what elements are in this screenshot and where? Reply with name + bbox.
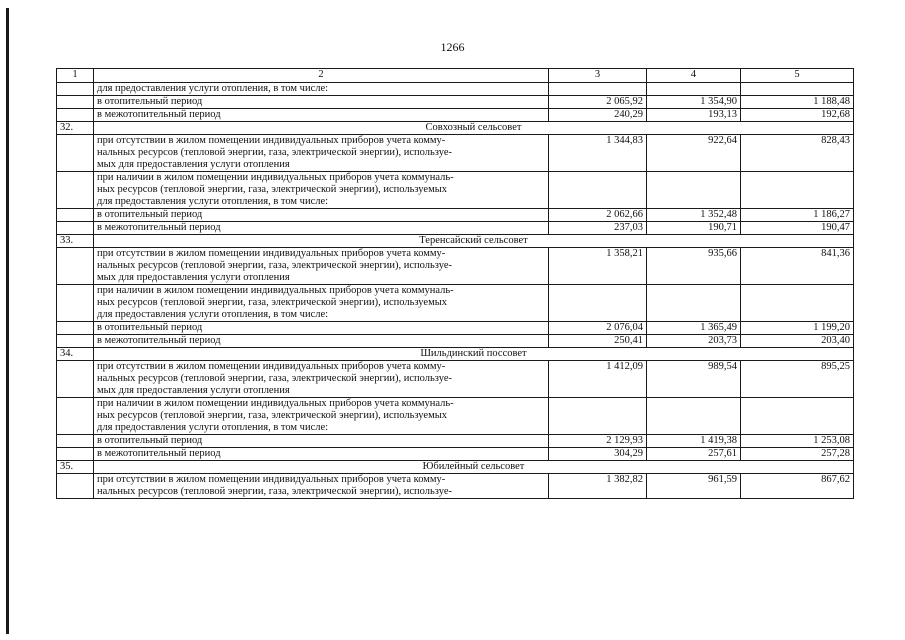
value-column-5: 1 199,20 (741, 322, 854, 335)
value-column-4: 203,73 (647, 335, 741, 348)
row-description (94, 435, 549, 448)
value-column-5 (741, 285, 854, 322)
row-number-cell (57, 209, 94, 222)
column-header-2: 2 (94, 69, 549, 83)
row-number-cell (57, 172, 94, 209)
column-header-5: 5 (741, 69, 854, 83)
value-column-5 (741, 398, 854, 435)
table-row (57, 435, 854, 448)
value-column-3: 1 382,82 (549, 474, 647, 499)
row-description (94, 209, 549, 222)
row-description (94, 135, 549, 172)
row-description (94, 448, 549, 461)
row-number-cell (57, 222, 94, 235)
row-description (94, 322, 549, 335)
value-column-3: 240,29 (549, 109, 647, 122)
description-line: при наличии в жилом помещении индивидуальных приборов учета коммуналь- (97, 172, 454, 183)
row-description (94, 248, 549, 285)
value-column-4 (647, 398, 741, 435)
column-header-3: 3 (549, 69, 647, 83)
value-column-4 (647, 172, 741, 209)
value-column-4: 193,13 (647, 109, 741, 122)
value-column-3: 2 065,92 (549, 96, 647, 109)
description-line: для предоставления услуги отопления, в том числе: (97, 196, 329, 207)
description-line: для предоставления услуги отопления, в том числе: (97, 83, 329, 94)
row-number-cell (57, 248, 94, 285)
row-number-cell (57, 448, 94, 461)
table-row (57, 209, 854, 222)
row-number-cell (57, 361, 94, 398)
table-row (57, 448, 854, 461)
value-column-3 (549, 172, 647, 209)
value-column-5: 190,47 (741, 222, 854, 235)
section-number: 34. (57, 348, 94, 361)
table-row (57, 361, 854, 398)
value-column-4: 961,59 (647, 474, 741, 499)
row-number-cell (57, 109, 94, 122)
value-column-5: 841,36 (741, 248, 854, 285)
description-line: ных ресурсов (тепловой энергии, газа, электрической энергии), используемых (97, 297, 448, 308)
table-row (57, 109, 854, 122)
row-description (94, 335, 549, 348)
description-line: при наличии в жилом помещении индивидуальных приборов учета коммуналь- (97, 285, 454, 296)
row-number-cell (57, 435, 94, 448)
column-header-1: 1 (57, 69, 94, 83)
row-number-cell (57, 96, 94, 109)
row-number-cell (57, 322, 94, 335)
description-line: нальных ресурсов (тепловой энергии, газа, электрической энергии), используе- (97, 147, 452, 158)
row-description (94, 109, 549, 122)
value-column-3 (549, 83, 647, 96)
header-row (57, 69, 854, 83)
value-column-3: 1 412,09 (549, 361, 647, 398)
table-row (57, 83, 854, 96)
description-line: в отопительный период (97, 209, 203, 220)
description-line: ных ресурсов (тепловой энергии, газа, электрической энергии), используемых (97, 184, 448, 195)
section-number: 33. (57, 235, 94, 248)
row-description (94, 172, 549, 209)
description-line: для предоставления услуги отопления, в том числе: (97, 309, 329, 320)
description-line: при отсутствии в жилом помещении индивидуальных приборов учета комму- (97, 361, 446, 372)
table-row (57, 398, 854, 435)
row-number-cell (57, 474, 94, 499)
value-column-3: 250,41 (549, 335, 647, 348)
description-line: мых для предоставления услуги отопления (97, 159, 290, 170)
value-column-4: 1 352,48 (647, 209, 741, 222)
table-row (57, 135, 854, 172)
section-row (57, 461, 854, 474)
value-column-5: 1 186,27 (741, 209, 854, 222)
tariff-table (56, 68, 854, 499)
description-line: при отсутствии в жилом помещении индивидуальных приборов учета комму- (97, 135, 446, 146)
table-row (57, 222, 854, 235)
value-column-4: 922,64 (647, 135, 741, 172)
description-line: в отопительный период (97, 96, 203, 107)
value-column-4: 935,66 (647, 248, 741, 285)
value-column-3: 2 062,66 (549, 209, 647, 222)
description-line: для предоставления услуги отопления, в том числе: (97, 422, 329, 433)
row-number-cell (57, 83, 94, 96)
value-column-3: 1 344,83 (549, 135, 647, 172)
value-column-5: 1 188,48 (741, 96, 854, 109)
value-column-4 (647, 285, 741, 322)
description-line: мых для предоставления услуги отопления (97, 385, 290, 396)
value-column-4: 257,61 (647, 448, 741, 461)
column-header-4: 4 (647, 69, 741, 83)
section-row (57, 235, 854, 248)
section-number: 32. (57, 122, 94, 135)
value-column-5 (741, 83, 854, 96)
value-column-4 (647, 83, 741, 96)
value-column-5: 203,40 (741, 335, 854, 348)
row-description (94, 361, 549, 398)
value-column-5: 1 253,08 (741, 435, 854, 448)
row-description (94, 285, 549, 322)
description-line: в межотопительный период (97, 109, 221, 120)
description-line: при отсутствии в жилом помещении индивидуальных приборов учета комму- (97, 248, 446, 259)
value-column-4: 1 365,49 (647, 322, 741, 335)
value-column-5: 828,43 (741, 135, 854, 172)
table-row (57, 285, 854, 322)
value-column-3: 1 358,21 (549, 248, 647, 285)
section-row (57, 348, 854, 361)
description-line: при наличии в жилом помещении индивидуальных приборов учета коммуналь- (97, 398, 454, 409)
section-title: Юбилейный сельсовет (94, 461, 854, 474)
value-column-4: 1 354,90 (647, 96, 741, 109)
table-body (57, 83, 854, 499)
scan-edge-bar (6, 8, 9, 634)
table-row (57, 474, 854, 499)
value-column-4: 1 419,38 (647, 435, 741, 448)
description-line: в отопительный период (97, 435, 203, 446)
row-number-cell (57, 285, 94, 322)
row-number-cell (57, 398, 94, 435)
value-column-5: 867,62 (741, 474, 854, 499)
description-line: мых для предоставления услуги отопления (97, 272, 290, 283)
value-column-3: 2 129,93 (549, 435, 647, 448)
table-row (57, 172, 854, 209)
description-line: нальных ресурсов (тепловой энергии, газа, электрической энергии), используе- (97, 373, 452, 384)
row-description (94, 398, 549, 435)
table-row (57, 322, 854, 335)
row-description (94, 83, 549, 96)
value-column-5: 257,28 (741, 448, 854, 461)
description-line: нальных ресурсов (тепловой энергии, газа, электрической энергии), используе- (97, 486, 452, 497)
row-number-cell (57, 135, 94, 172)
section-number: 35. (57, 461, 94, 474)
value-column-5: 895,25 (741, 361, 854, 398)
table-row (57, 248, 854, 285)
section-title: Шильдинский поссовет (94, 348, 854, 361)
value-column-5: 192,68 (741, 109, 854, 122)
row-description (94, 474, 549, 499)
value-column-3: 304,29 (549, 448, 647, 461)
section-title: Теренсайский сельсовет (94, 235, 854, 248)
table-row (57, 96, 854, 109)
row-description (94, 222, 549, 235)
value-column-4: 190,71 (647, 222, 741, 235)
row-description (94, 96, 549, 109)
value-column-5 (741, 172, 854, 209)
value-column-4: 989,54 (647, 361, 741, 398)
description-line: ных ресурсов (тепловой энергии, газа, электрической энергии), используемых (97, 410, 448, 421)
value-column-3 (549, 285, 647, 322)
value-column-3: 237,03 (549, 222, 647, 235)
section-row (57, 122, 854, 135)
description-line: в межотопительный период (97, 335, 221, 346)
row-number-cell (57, 335, 94, 348)
description-line: в отопительный период (97, 322, 203, 333)
value-column-3: 2 076,04 (549, 322, 647, 335)
description-line: в межотопительный период (97, 222, 221, 233)
description-line: при отсутствии в жилом помещении индивидуальных приборов учета комму- (97, 474, 446, 485)
value-column-3 (549, 398, 647, 435)
section-title: Совхозный сельсовет (94, 122, 854, 135)
page-number: 1266 (440, 40, 465, 54)
description-line: нальных ресурсов (тепловой энергии, газа, электрической энергии), используе- (97, 260, 452, 271)
table-row (57, 335, 854, 348)
description-line: в межотопительный период (97, 448, 221, 459)
